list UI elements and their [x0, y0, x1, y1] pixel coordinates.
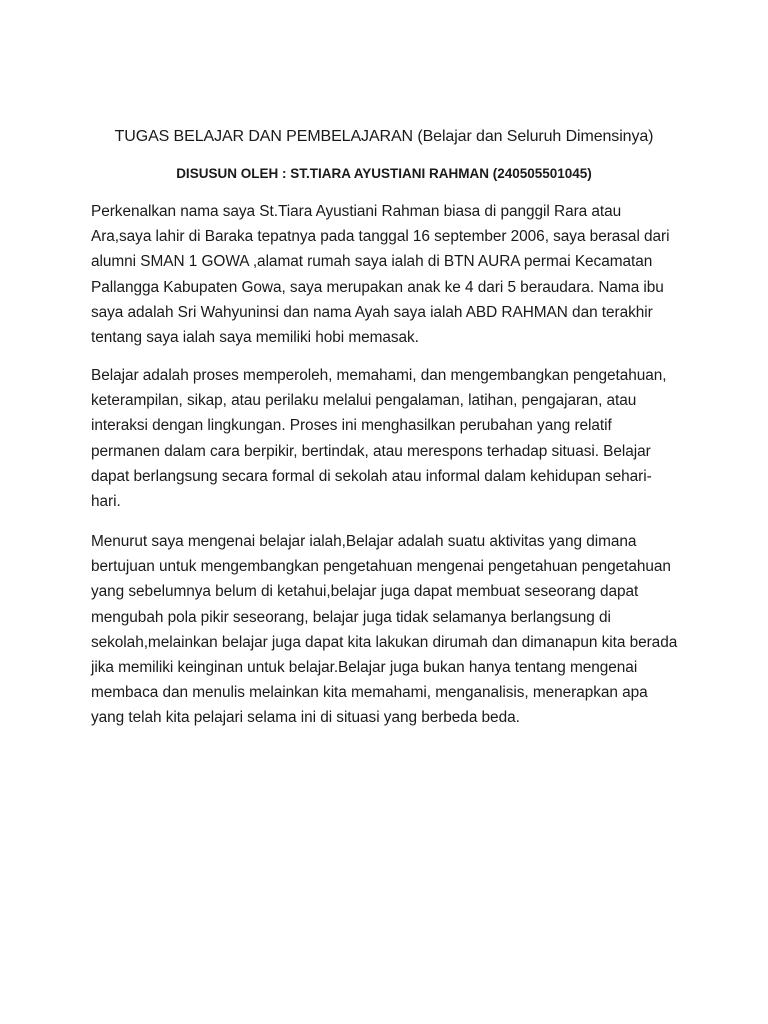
- document-title: TUGAS BELAJAR DAN PEMBELAJARAN (Belajar dan Seluruh Dimensinya): [114, 128, 654, 145]
- document-author: DISUSUN OLEH : ST.TIARA AYUSTIANI RAHMAN (240505501045): [176, 166, 592, 181]
- paragraph-introduction: Perkenalkan nama saya St.Tiara Ayustiani Rahman biasa di panggil Rara atau Ara,saya lahir di Baraka tepatnya pada tanggal 16 september 2006, saya berasal dari alumni SMAN 1 GOWA ,alamat rumah saya ialah di BTN AURA permai Kecamatan Pallangga Kabupaten Gowa, saya merupakan anak ke 4 dari 5 beraudara. Nama ibu saya adalah Sri Wahyuninsi dan nama Ayah saya ialah ABD RAHMAN dan terakhir tentang saya ialah saya memiliki hobi memasak.: [91, 203, 670, 347]
- paragraph-definition: Belajar adalah proses memperoleh, memahami, dan mengembangkan pengetahuan, keterampilan, sikap, atau perilaku melalui pengalaman, latihan, pengajaran, atau interaksi dengan lingkungan. Proses ini menghasilkan perubahan yang relatif permanen dalam cara berpikir, bertindak, atau merespons terhadap situasi. Belajar dapat berlangsung secara formal di sekolah atau informal dalam kehidupan sehari-hari.: [91, 367, 667, 511]
- paragraph-opinion: Menurut saya mengenai belajar ialah,Belajar adalah suatu aktivitas yang dimana bertujuan untuk mengembangkan pengetahuan mengenai pengetahuan pengetahuan yang sebelumnya belum di ketahui,belajar juga dapat membuat seseorang dapat mengubah pola pikir seseorang, belajar juga tidak selamanya berlangsung di sekolah,melainkan belajar juga dapat kita lakukan dirumah dan dimanapun kita berada jika memiliki keinginan untuk belajar.Belajar juga bukan hanya tentang mengenai membaca dan menulis melainkan kita memahami, menganalisis, menerapkan apa yang telah kita pelajari selama ini di situasi yang berbeda beda.: [91, 533, 678, 727]
